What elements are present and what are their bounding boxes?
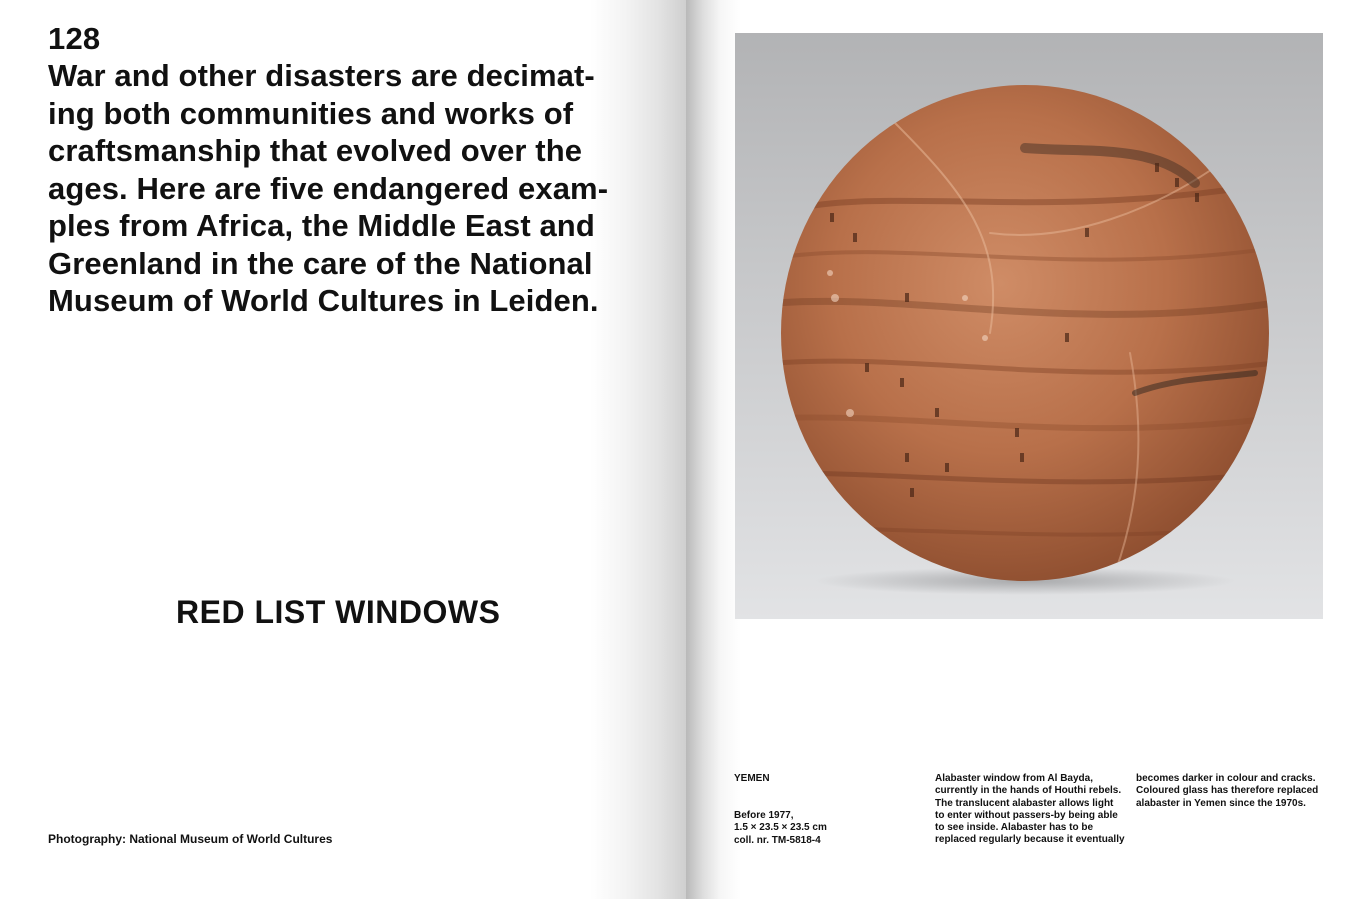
intro-line: War and other disasters are decimat-: [48, 58, 595, 93]
intro-line: ing both communities and works of: [48, 95, 574, 131]
dimensions-label: 1.5 × 23.5 × 23.5 cm: [734, 822, 827, 834]
description-line: to enter without passers-by being able: [935, 809, 1118, 821]
description-line: The translucent alabaster allows light: [935, 797, 1114, 809]
caption-description-column-1: [935, 773, 1125, 847]
caption-description-column-2: [1136, 773, 1318, 810]
description-line: to see inside. Alabaster has to be: [935, 822, 1094, 834]
alabaster-disc-illustration: [735, 33, 1323, 619]
description-line: Alabaster window from Al Bayda,: [935, 773, 1093, 784]
intro-line: craftsmanship that evolved over the: [48, 133, 583, 168]
date-label: Before 1977,: [734, 810, 794, 821]
caption-metadata: [734, 810, 827, 847]
alabaster-window-photo: [735, 33, 1323, 619]
section-title: RED LIST WINDOWS: [176, 594, 501, 630]
intro-line: Greenland in the care of the National: [48, 245, 593, 281]
description-line: alabaster in Yemen since the 1970s.: [1136, 797, 1306, 809]
photo-credit: Photography: National Museum of World Cultures: [48, 832, 333, 846]
intro-paragraph: [48, 57, 658, 320]
country-label: YEMEN: [734, 773, 770, 784]
description-line: Coloured glass has therefore replaced: [1136, 785, 1319, 797]
intro-line: ples from Africa, the Middle East and: [48, 208, 595, 243]
intro-line: Museum of World Cultures in Leiden.: [48, 283, 599, 318]
description-line: replaced regularly because it eventually: [935, 834, 1125, 846]
page-number: 128: [48, 21, 101, 56]
collection-number: coll. nr. TM-5818-4: [734, 834, 821, 846]
alabaster-disc: [781, 85, 1269, 581]
description-line: currently in the hands of Houthi rebels.: [935, 785, 1122, 797]
intro-line: ages. Here are five endangered exam-: [48, 170, 609, 206]
caption-country: [734, 773, 770, 785]
description-line: becomes darker in colour and cracks.: [1136, 773, 1316, 784]
